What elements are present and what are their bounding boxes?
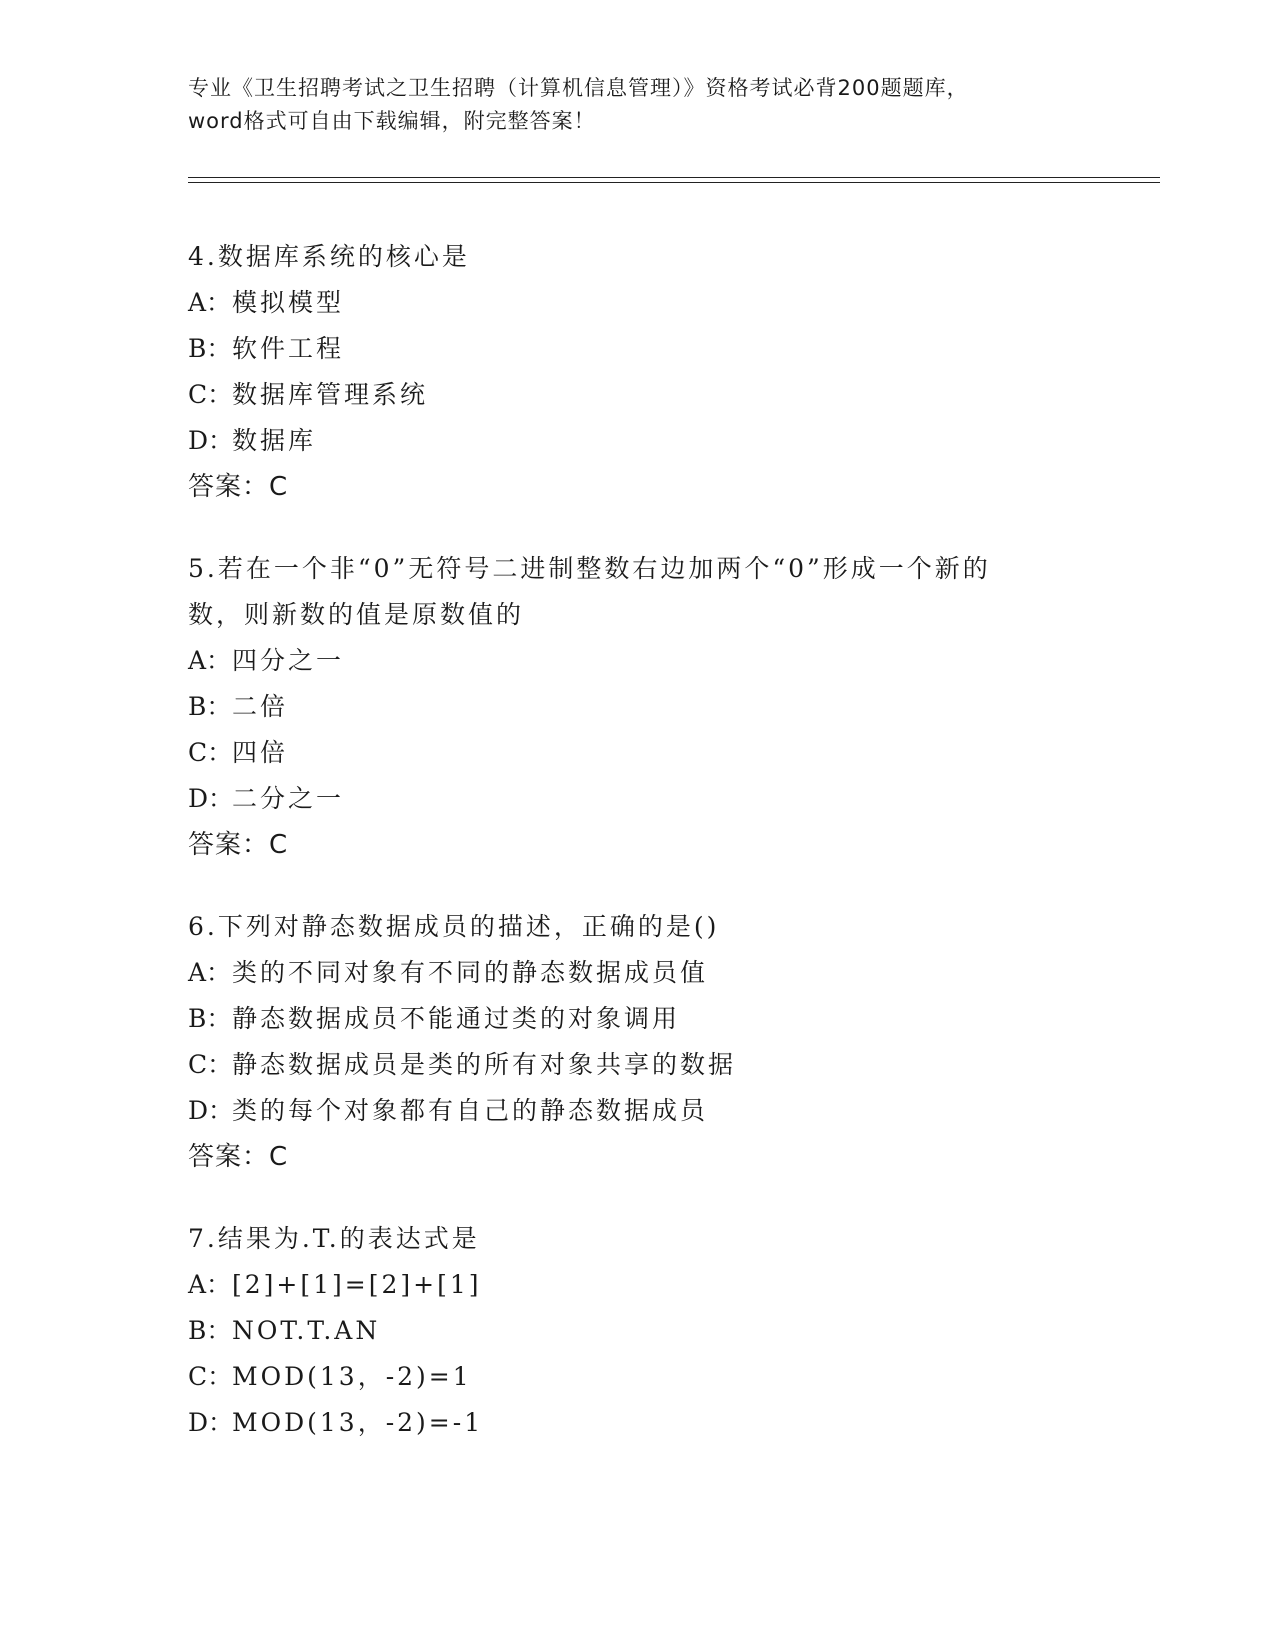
option-text: 类的每个对象都有自己的静态数据成员 xyxy=(232,1096,709,1125)
option-text: 数据库管理系统 xyxy=(232,380,429,409)
option-text: 四倍 xyxy=(232,738,289,767)
option-text: 静态数据成员是类的所有对象共享的数据 xyxy=(232,1050,737,1079)
question-stem: 6.下列对静态数据成员的描述，正确的是() xyxy=(188,912,720,941)
question-stem: 7.结果为.T.的表达式是 xyxy=(188,1224,480,1253)
question-list xyxy=(188,234,1088,1482)
option-key: C： xyxy=(188,1050,233,1079)
option-d xyxy=(188,1400,1088,1446)
option-d xyxy=(188,776,1088,822)
option-key: B： xyxy=(188,334,232,363)
option-key: A： xyxy=(188,646,232,675)
header-divider-top xyxy=(188,177,1160,178)
header-divider-bottom xyxy=(188,182,1160,183)
question-stem: 4.数据库系统的核心是 xyxy=(188,242,470,271)
option-text: 四分之一 xyxy=(232,646,345,675)
question-6 xyxy=(188,904,1088,1180)
option-a xyxy=(188,1262,1088,1308)
option-text: NOT.T.AN xyxy=(232,1316,381,1345)
option-d xyxy=(188,418,1088,464)
option-key: B： xyxy=(188,1316,232,1345)
header-line-2: word格式可自由下载编辑，附完整答案！ xyxy=(188,109,596,133)
option-c xyxy=(188,1354,1088,1400)
option-d xyxy=(188,1088,1088,1134)
option-text: 模拟模型 xyxy=(232,288,345,317)
option-text: MOD(13，-2)=1 xyxy=(232,1362,472,1391)
option-text: 二分之一 xyxy=(232,784,345,813)
option-key: C： xyxy=(188,1362,233,1391)
header-line-1: 专业《卫生招聘考试之卫生招聘（计算机信息管理）》资格考试必背200题题库， xyxy=(188,76,969,100)
option-key: C： xyxy=(188,380,233,409)
option-a xyxy=(188,950,1088,996)
option-key: B： xyxy=(188,692,232,721)
option-c xyxy=(188,372,1088,418)
option-key: C： xyxy=(188,738,233,767)
option-key: A： xyxy=(188,288,232,317)
option-a xyxy=(188,638,1088,684)
option-text: 数据库 xyxy=(232,426,317,455)
option-text: 软件工程 xyxy=(232,334,345,363)
option-b xyxy=(188,996,1088,1042)
question-7 xyxy=(188,1216,1088,1446)
option-a xyxy=(188,280,1088,326)
option-c xyxy=(188,1042,1088,1088)
option-key: A： xyxy=(188,1270,232,1299)
option-key: B： xyxy=(188,1004,232,1033)
question-4 xyxy=(188,234,1088,510)
option-text: 二倍 xyxy=(232,692,289,721)
question-5 xyxy=(188,546,1088,868)
question-stem-line-2: 数，则新数的值是原数值的 xyxy=(188,600,525,629)
document-header xyxy=(188,72,1088,138)
answer-line: 答案：C xyxy=(188,830,289,860)
option-text: MOD(13，-2)=-1 xyxy=(232,1408,484,1437)
answer-line: 答案：C xyxy=(188,472,289,502)
option-b xyxy=(188,684,1088,730)
option-key: D： xyxy=(188,1096,234,1125)
option-key: D： xyxy=(188,426,234,455)
option-key: A： xyxy=(188,958,232,987)
option-text: [2]+[1]=[2]+[1] xyxy=(232,1270,482,1299)
question-stem-line-1: 5.若在一个非“0”无符号二进制整数右边加两个“0”形成一个新的 xyxy=(188,554,991,583)
answer-line: 答案：C xyxy=(188,1142,289,1172)
option-text: 类的不同对象有不同的静态数据成员值 xyxy=(232,958,709,987)
option-key: D： xyxy=(188,1408,234,1437)
option-c xyxy=(188,730,1088,776)
option-text: 静态数据成员不能通过类的对象调用 xyxy=(232,1004,681,1033)
option-b xyxy=(188,1308,1088,1354)
option-b xyxy=(188,326,1088,372)
option-key: D： xyxy=(188,784,234,813)
